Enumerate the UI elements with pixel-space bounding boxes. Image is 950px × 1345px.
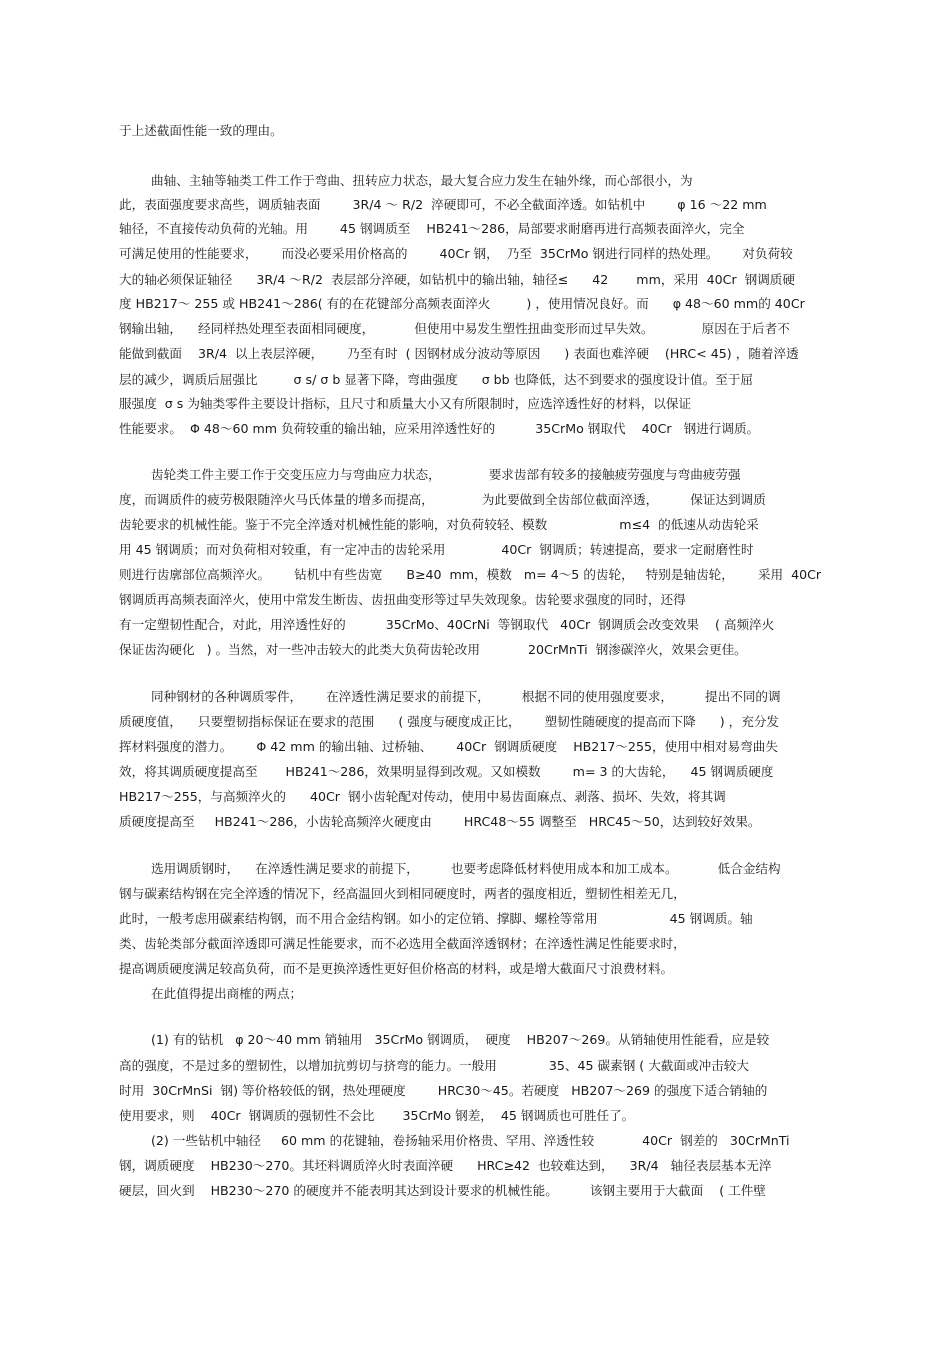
text-line: 服强度 σ s 为轴类零件主要设计指标，且尺寸和质量大小又有所限制时，应选淬透性好的材料，以保证: [119, 396, 692, 411]
text-line: 齿轮类工件主要工作于交变压应力与弯曲应力状态， 要求齿部有较多的接触疲劳强度与弯曲疲劳强: [151, 467, 741, 482]
text-line: 度，而调质件的疲劳极限随淬火马氏体量的增多而提高， 为此要做到全齿部位截面淬透， 保证达到调质: [119, 492, 766, 507]
text-line: 使用要求，则 40Cr 钢调质的强韧性不会比 35CrMo 钢差， 45 钢调质也可胜任了。: [119, 1108, 635, 1123]
text-line: 硬层，回火到 HB230～270 的硬度并不能表明其达到设计要求的机械性能。 该钢主要用于大截面 ( 工件壁: [119, 1183, 766, 1198]
text-line: 此时，一般考虑用碳素结构钢，而不用合金结构钢。如小的定位销、撑脚、螺栓等常用 45 钢调质。轴: [119, 911, 753, 926]
text-line: 度 HB217～ 255 或 HB241～286( 有的在花键部分高频表面淬火 ) ，使用情况良好。而 φ 48～60 mm的 40Cr: [119, 296, 805, 311]
text-line: 用 45 钢调质；而对负荷相对较重，有一定冲击的齿轮采用 40Cr 钢调质；转速提高，要求一定耐磨性时: [119, 542, 754, 557]
text-line: 提高调质硬度满足较高负荷，而不是更换淬透性更好但价格高的材料，或是增大截面尺寸浪费材料。: [119, 961, 674, 976]
text-line: 大的轴必须保证轴径 3R/4 ～R/2 表层部分淬硬，如钻机中的输出轴，轴径≤ 42 mm，采用 40Cr 钢调质硬: [119, 272, 795, 287]
text-line: 类、齿轮类部分截面淬透即可满足性能要求，而不必选用全截面淬透钢材；在淬透性满足性能要求时，: [119, 936, 686, 951]
text-line: 轴径，不直接传动负荷的光轴。用 45 钢调质至 HB241～286，局部要求耐磨再进行高频表面淬火，完全: [119, 221, 745, 236]
text-line: (2) 一些钻机中轴径 60 mm 的花键轴，卷扬轴采用价格贵、罕用、淬透性较 40Cr 钢差的 30CrMnTi: [151, 1133, 790, 1148]
text-line: 质硬度提高至 HB241～286，小齿轮高频淬火硬度由 HRC48～55 调整至 HRC45～50，达到较好效果。: [119, 814, 761, 829]
text-line: 可满足使用的性能要求， 而没必要采用价格高的 40Cr 钢， 乃至 35CrMo 钢进行同样的热处理。 对负荷较: [119, 246, 793, 261]
text-line: 曲轴、主轴等轴类工件工作于弯曲、扭转应力状态，最大复合应力发生在轴外缘，而心部很小，为: [151, 173, 693, 188]
text-line: 此，表面强度要求高些，调质轴表面 3R/4 ～ R/2 淬硬即可，不必全截面淬透。如钻机中 φ 16 ～22 mm: [119, 197, 767, 212]
text-line: 钢，调质硬度 HB230～270。其坯料调质淬火时表面淬硬 HRC≥42 也较难达到， 3R/4 轴径表层基本无淬: [119, 1158, 772, 1173]
text-line: 时用 30CrMnSi 钢) 等价格较低的钢，热处理硬度 HRC30～45。若硬度 HB207～269 的强度下适合销轴的: [119, 1083, 768, 1098]
text-line: 于上述截面性能一致的理由。: [119, 123, 283, 138]
text-line: 钢输出轴， 经同样热处理至表面相同硬度， 但使用中易发生塑性扭曲变形而过早失效。 原因在于后者不: [119, 321, 790, 336]
text-line: 挥材料强度的潜力。 Φ 42 mm 的输出轴、过桥轴、 40Cr 钢调质硬度 HB217～255，使用中相对易弯曲失: [119, 739, 778, 754]
text-line: 高的强度，不是过多的塑韧性，以增加抗剪切与挤弯的能力。一般用 35、45 碳素钢 ( 大截面或冲击较大: [119, 1058, 749, 1073]
text-line: 有一定塑韧性配合，对此，用淬透性好的 35CrMo、40CrNi 等钢取代 40Cr 钢调质会改变效果 ( 高频淬火: [119, 617, 775, 632]
text-line: HB217～255，与高频淬火的 40Cr 钢小齿轮配对传动，使用中易齿面麻点、剥落、损坏、失效，将其调: [119, 789, 726, 804]
text-line: 层的减少，调质后屈强比 σ s/ σ b 显著下降，弯曲强度 σ bb 也降低，达不到要求的强度设计值。至于屈: [119, 372, 753, 387]
text-line: 同种钢材的各种调质零件， 在淬透性满足要求的前提下， 根据不同的使用强度要求， 提出不同的调: [151, 689, 781, 704]
text-line: 选用调质钢时， 在淬透性满足要求的前提下， 也要考虑降低材料使用成本和加工成本。 低合金结构: [151, 861, 781, 876]
text-line: 保证齿沟硬化 ) 。当然，对一些冲击较大的此类大负荷齿轮改用 20CrMnTi 钢渗碳淬火，效果会更佳。: [119, 642, 747, 657]
text-line: 钢与碳素结构钢在完全淬透的情况下，经高温回火到相同硬度时，两者的强度相近，塑韧性相差无几，: [119, 886, 686, 901]
text-line: 性能要求。 Φ 48～60 mm 负荷较重的输出轴，应采用淬透性好的 35CrMo 钢取代 40Cr 钢进行调质。: [119, 421, 760, 436]
text-line: (1) 有的钻机 φ 20～40 mm 销轴用 35CrMo 钢调质， 硬度 HB207～269。从销轴使用性能看，应是较: [151, 1032, 770, 1047]
text-line: 能做到截面 3R/4 以上表层淬硬， 乃至有时 ( 因钢材成分波动等原因 ) 表面也难淬硬 (HRC< 45) ，随着淬透: [119, 346, 799, 361]
text-line: 则进行齿廓部位高频淬火。 钻机中有些齿宽 B≥40 mm，模数 m= 4～5 的齿轮， 特别是轴齿轮， 采用 40Cr: [119, 567, 822, 582]
text-line: 钢调质再高频表面淬火，使用中常发生断齿、齿扭曲变形等过早失效现象。齿轮要求强度的同时，还得: [119, 592, 686, 607]
text-line: 齿轮要求的机械性能。鉴于不完全淬透对机械性能的影响，对负荷较轻、模数 m≤4 的低速从动齿轮采: [119, 517, 759, 532]
text-line: 效，将其调质硬度提高至 HB241～286，效果明显得到改观。又如模数 m= 3 的大齿轮， 45 钢调质硬度: [119, 764, 774, 779]
text-line: 在此值得提出商榷的两点；: [151, 986, 303, 1001]
text-line: 质硬度值， 只要塑韧指标保证在要求的范围 ( 强度与硬度成正比， 塑韧性随硬度的提高而下降 ) ，充分发: [119, 714, 780, 729]
